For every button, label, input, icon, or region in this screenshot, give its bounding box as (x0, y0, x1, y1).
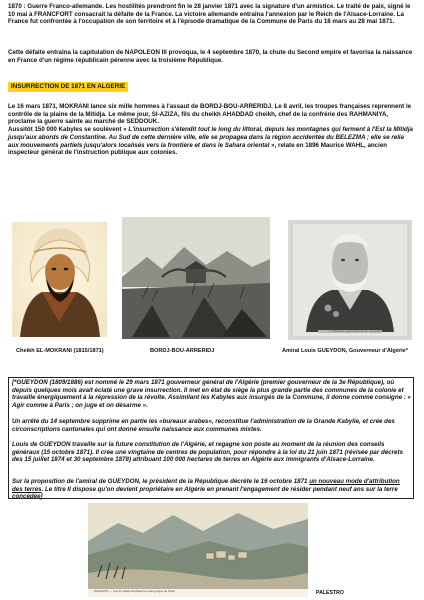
photo-subcaption: PALESTRO — Vue du village de Palestro et des gorges de l'Isser (94, 589, 176, 593)
gueydon-note-3: Louis de GUEYDON travaille sur la future constitution de l'Algérie, et regagne son poste au moment de la réunion des conseils généraux (15 octobre 1871). Il crée une vingtaine de centres de population, pour répondre à la loi du 21 juin 1871 (révisée par décrets des 15 juillet 1874 et 30 septembre 1878) attribuant 100 000 hectares de terres en Algérie aux immigrants d'Alsace-Lorraine. (12, 441, 403, 464)
caption-palestro: PALESTRO (316, 590, 344, 596)
insurrection-text-a: Le 16 mars 1871, MOKRANI lance six mille hommes à l'assaut de BORDJ-BOU-ARRERIDJ. Le 8 avril, les troupes françaises reprennent le contrôle de la plaine de la Mitidja. Le même jour, SI-AZIZA, fils du cheikh AHADDAD cheikh, chef de la confrérie des RAHMANIYA, proclame la guerre sainte au marché de SEDDOUK. (8, 103, 412, 126)
paragraph-franco-prussian-war (8, 3, 414, 26)
paragraph-rest: Le traité de paix, signé le 10 mai à FRANCFORT consacrait la défaite de la France. La victoire allemande entraîna l'annexion par le Reich de l'Alsace-Lorraine. La France fut confrontée à l'occupation de son territoire et à l'épisode dramatique de la Commune de Paris du 18 mars au 28 mai 1871. (8, 3, 411, 26)
portrait-gueydon (288, 220, 412, 340)
note-4-text-b: . Le titre II dispose qu'on devient propriétaire en Algérie en prenant l'engagement de résider pendant neuf ans sur la terre concédée] (12, 485, 398, 501)
caption-mokrani: Cheikh EL-MOKRANI (1815/1871) (16, 348, 104, 354)
caption-gueydon: Amiral Louis GUEYDON, Gouverneur d'Algérie* (282, 348, 408, 354)
engraving-credit: © collection particulière de M. Gueydon (328, 329, 382, 333)
insurrection-text-d: », relate en 1896 Maurice WAHL, ancien inspecteur général de l'instruction publique aux colonies. (8, 141, 388, 157)
engraving-bordj-bou-arreridj (122, 217, 270, 339)
paragraph-second-empire-fall: Cette défaite entraîna la capitulation de NAPOLEON III provoqua, le 4 septembre 1870, la chute du Second empire et favorisa la naissance en France d'un régime républicain pérenne avec la troisième République. (8, 49, 413, 64)
insurrection-text-b: Aussitôt 150 000 Kabyles se soulèvent « (8, 126, 127, 134)
gueydon-note-4 (12, 478, 412, 501)
gueydon-note-2: Un arrêté du 14 septembre supprime en partie les «bureaux arabes», reconstitue l'administration de la Grande Kabylie, et crée des circonscriptions cantonales qui ont donné ensuite naissance aux communes mixtes. (12, 418, 395, 433)
note-4-text-a: Sur la proposition de l'amiral de GUEYDON, le président de la République décrète le 16 octobre 1871 (12, 478, 310, 485)
caption-bordj: BORDJ-BOU-ARRERIDJ (150, 348, 215, 354)
note-1-quote: Agir comme à Paris ; on juge et on désarme (12, 402, 143, 410)
section-heading: INSURRECTION DE 1871 EN ALGERIE (8, 82, 128, 92)
portrait-mokrani (12, 222, 107, 337)
gueydon-note-1 (12, 379, 412, 410)
note-1-end: ». (142, 402, 148, 410)
paragraph-lead: 1870 : Guerre Franco-allemande. Les hostilités prendront fin le 28 janvier 1871 avec la signature d'un armistice. (8, 3, 336, 10)
paragraph-insurrection (8, 103, 414, 157)
note-4-underlined: un nouveau mode d'attribution des terres (12, 478, 400, 493)
photo-palestro (88, 503, 308, 597)
note-1-text: [*GUEYDON (1809/1886) est nommé le 29 mars 1871 gouverneur général de l'Algérie (premier gouverneur de la 3e République), où depuis quelques mois avait éclaté une grave insurrection. Il met en état de siège la plus grande partie des communes de la colonie et travaille énergiquement à la répression de la révolte. Assimilant les Kabyles aux insurgés de la Commune, il donne comme consigne : « (12, 379, 411, 402)
insurrection-quote: L'insurrection s'étendit tout le long du littoral, depuis les montagnes qui ferment à l'Est la Mitidja jusqu'aux abords de Constantine. Au Sud de cette dernière ville, elle se propagea dans la région accidentée du BELEZMA ; elle se relia aux mouvements partiels jusqu'alors localisés vers la frontière et dans le Sahara oriental (8, 126, 413, 149)
